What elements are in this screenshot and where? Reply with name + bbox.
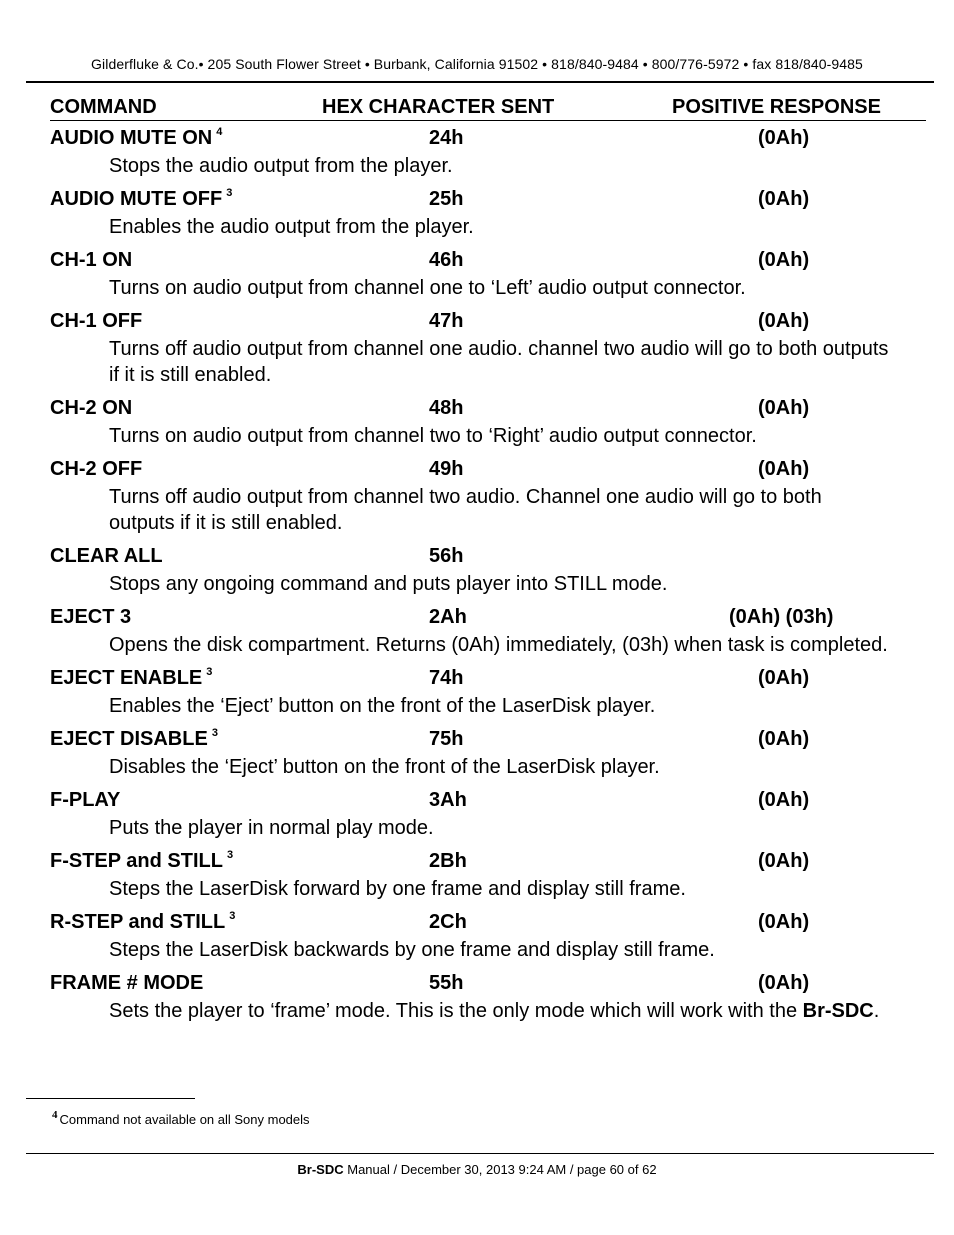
command-entry — [0, 787, 954, 848]
command-response: (0Ah) — [758, 458, 810, 480]
command-entry — [0, 970, 954, 1031]
column-header-hex: HEX CHARACTER SENT — [322, 96, 555, 118]
footnote-marker: 3 — [206, 666, 213, 679]
command-response: (0Ah) — [758, 310, 810, 332]
command-hex: 47h — [429, 310, 464, 332]
footnote-number: 4 — [52, 1109, 58, 1121]
column-header-response: POSITIVE RESPONSE — [672, 96, 881, 118]
page-header: Gilderfluke & Co.• 205 South Flower Street • Burbank, California 91502 • 818/840-9484 • 800/776-5972 • fax 818/840-9485 — [91, 56, 863, 72]
command-response: (0Ah) (03h) — [729, 606, 834, 628]
command-hex: 48h — [429, 397, 464, 419]
command-entry — [0, 543, 954, 604]
command-response: (0Ah) — [758, 667, 810, 689]
command-hex: 74h — [429, 667, 464, 689]
command-entry — [0, 395, 954, 456]
column-header-command: COMMAND — [50, 96, 157, 118]
command-hex: 2Ah — [429, 606, 467, 628]
header-divider — [26, 81, 934, 83]
command-hex: 24h — [429, 127, 464, 149]
command-entry — [0, 186, 954, 247]
command-name: AUDIO MUTE ON $^4$ — [50, 126, 223, 149]
command-hex: 56h — [429, 545, 464, 567]
command-response: (0Ah) — [758, 397, 810, 419]
command-description: Turns on audio output from channel one to ‘Left’ audio output connector. — [109, 277, 746, 299]
command-entry — [0, 456, 954, 543]
command-name: CLEAR ALL — [50, 545, 163, 567]
command-response: (0Ah) — [758, 911, 810, 933]
command-name: R-STEP and STILL $^3$ — [50, 910, 236, 933]
command-hex: 55h — [429, 972, 464, 994]
command-entry — [0, 665, 954, 726]
command-response: (0Ah) — [758, 850, 810, 872]
footnote-divider — [26, 1098, 195, 1099]
command-entry — [0, 308, 954, 395]
command-description: Enables the ‘Eject’ button on the front of the LaserDisk player. — [109, 695, 656, 717]
command-name: CH-2 OFF — [50, 458, 143, 480]
footer-text: Manual / December 30, 2013 9:24 AM / page 60 of 62 — [343, 1162, 657, 1177]
command-name: EJECT 3 — [50, 606, 132, 628]
command-response: (0Ah) — [758, 728, 810, 750]
command-name: EJECT ENABLE $^3$ — [50, 666, 213, 689]
command-response: (0Ah) — [758, 972, 810, 994]
product-name: Br-SDC — [802, 1000, 874, 1022]
command-description: Puts the player in normal play mode. — [109, 817, 434, 839]
footnote-marker: 3 — [229, 910, 236, 923]
command-entry — [0, 604, 954, 665]
command-entry — [0, 726, 954, 787]
command-hex: 2Bh — [429, 850, 467, 872]
command-hex: 25h — [429, 188, 464, 210]
table-header — [50, 96, 926, 121]
footnote-marker: 3 — [211, 727, 218, 740]
command-entry — [0, 247, 954, 308]
command-name: F-PLAY — [50, 789, 121, 811]
command-entry — [0, 909, 954, 970]
command-name: CH-1 OFF — [50, 310, 143, 332]
command-hex: 3Ah — [429, 789, 467, 811]
command-entry — [0, 125, 954, 186]
command-description: Disables the ‘Eject’ button on the front of the LaserDisk player. — [109, 756, 660, 778]
command-description: Enables the audio output from the player. — [109, 216, 474, 238]
command-description: Stops the audio output from the player. — [109, 155, 453, 177]
command-description: Steps the LaserDisk forward by one frame and display still frame. — [109, 878, 686, 900]
footnote-marker: 4 — [216, 126, 223, 139]
command-description: Turns off audio output from channel two audio. Channel one audio will go to both outputs if it is still enabled. — [109, 486, 822, 534]
command-list — [0, 125, 954, 1031]
command-response: (0Ah) — [758, 789, 810, 811]
command-hex: 2Ch — [429, 911, 467, 933]
command-response: (0Ah) — [758, 188, 810, 210]
command-hex: 49h — [429, 458, 464, 480]
command-description: Turns off audio output from channel one audio. channel two audio will go to both outputs if it is still enabled. — [109, 338, 889, 386]
page-footer — [0, 1162, 954, 1177]
command-description: Sets the player to ‘frame’ mode. This is the only mode which will work with the Br-SDC. — [109, 1000, 880, 1022]
command-description: Stops any ongoing command and puts player into STILL mode. — [109, 573, 668, 595]
command-name: EJECT DISABLE $^3$ — [50, 727, 218, 750]
footnote — [52, 1109, 310, 1127]
footer-divider — [26, 1153, 934, 1154]
command-name: CH-1 ON — [50, 249, 133, 271]
command-description: Turns on audio output from channel two to ‘Right’ audio output connector. — [109, 425, 757, 447]
command-hex: 46h — [429, 249, 464, 271]
command-name: FRAME # MODE — [50, 972, 204, 994]
command-name: CH-2 ON — [50, 397, 133, 419]
footnote-text: Command not available on all Sony models — [59, 1112, 310, 1127]
footer-product: Br-SDC — [297, 1162, 344, 1177]
command-name: AUDIO MUTE OFF $^3$ — [50, 187, 233, 210]
command-description: Opens the disk compartment. Returns (0Ah) immediately, (03h) when task is completed. — [109, 634, 888, 656]
command-description: Steps the LaserDisk backwards by one frame and display still frame. — [109, 939, 715, 961]
command-response: (0Ah) — [758, 127, 810, 149]
command-entry — [0, 848, 954, 909]
command-response: (0Ah) — [758, 249, 810, 271]
footnote-marker: 3 — [226, 187, 233, 200]
command-hex: 75h — [429, 728, 464, 750]
command-name: F-STEP and STILL $^3$ — [50, 849, 234, 872]
footnote-marker: 3 — [226, 849, 234, 862]
